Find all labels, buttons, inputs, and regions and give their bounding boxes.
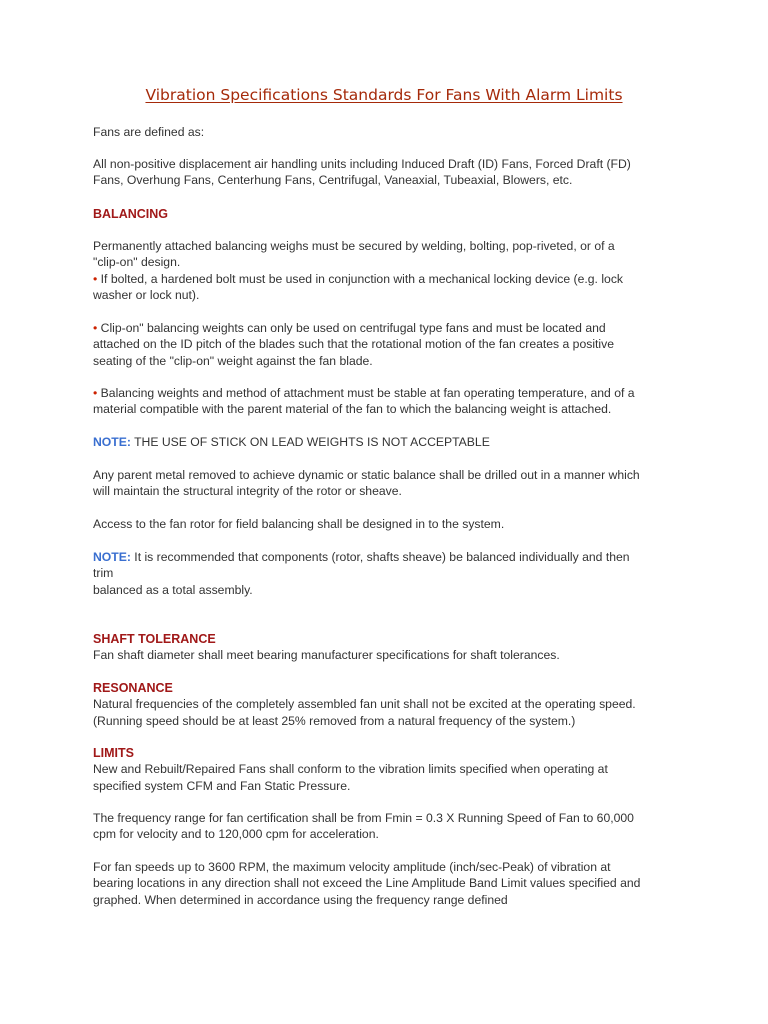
balancing-paragraph-1	[93, 238, 683, 303]
note-text: THE USE OF STICK ON LEAD WEIGHTS IS NOT ACCEPTABLE	[130, 435, 490, 449]
balancing-paragraph-2	[93, 320, 683, 369]
page-title: Vibration Specifications Standards For Fans With Alarm Limits	[145, 86, 623, 104]
balancing-p4-line-2: will maintain the structural integrity of the rotor or sheave.	[93, 484, 402, 499]
note-label: NOTE:	[93, 435, 131, 449]
limits-p2-line-2: cpm for velocity and to 120,000 cpm for acceleration.	[93, 827, 379, 842]
limits-p1-line-2: specified system CFM and Fan Static Pressure.	[93, 778, 351, 793]
limits-paragraph-3	[93, 859, 683, 908]
limits-p3-line-2: bearing locations in any direction shall not exceed the Line Amplitude Band Limit values specified and	[93, 876, 641, 891]
note-lead-weights	[93, 434, 683, 450]
note-line-2: trim	[93, 566, 114, 581]
balancing-p1-line-2: "clip-on" design.	[93, 255, 181, 270]
bullet-marker: •	[93, 271, 98, 286]
limits-paragraph-2	[93, 810, 683, 843]
bullet-marker: •	[93, 386, 98, 400]
balancing-p2-line-1: Clip-on" balancing weights can only be used on centrifugal type fans and must be located and	[97, 321, 606, 335]
balancing-p3-line-2: material compatible with the parent material of the fan to which the balancing weight is attached.	[93, 402, 612, 417]
note-line-1: It is recommended that components (rotor, shafts sheave) be balanced individually and then	[130, 550, 630, 564]
balancing-heading: BALANCING	[93, 207, 168, 221]
intro-defined-as: Fans are defined as:	[93, 125, 205, 139]
limits-p3-line-3: graphed. When determined in accordance using the frequency range defined	[93, 892, 508, 907]
intro-paragraph	[93, 156, 683, 189]
resonance-line-2: (Running speed should be at least 25% removed from a natural frequency of the system.)	[93, 713, 576, 728]
bullet-marker: •	[93, 321, 98, 335]
limits-p3-line-1: For fan speeds up to 3600 RPM, the maximum velocity amplitude (inch/sec-Peak) of vibration at	[93, 860, 611, 874]
balancing-bullet-line-1: If bolted, a hardened bolt must be used in conjunction with a mechanical locking device (e.g. lock	[97, 271, 624, 286]
limits-heading: LIMITS	[93, 746, 134, 760]
balancing-p4-line-1: Any parent metal removed to achieve dynamic or static balance shall be drilled out in a manner which	[93, 468, 640, 482]
balancing-bullet-line-2: washer or lock nut).	[93, 287, 200, 302]
note-components	[93, 549, 683, 598]
balancing-p2-line-2: attached on the ID pitch of the blades such that the rotational motion of the fan creates a positive	[93, 337, 615, 352]
balancing-paragraph-5: Access to the fan rotor for field balancing shall be designed in to the system.	[93, 517, 505, 531]
note-label: NOTE:	[93, 550, 131, 564]
shaft-tolerance-section	[93, 631, 683, 664]
resonance-section	[93, 680, 683, 729]
shaft-tolerance-heading: SHAFT TOLERANCE	[93, 632, 216, 646]
limits-section	[93, 745, 683, 794]
limits-p1-line-1: New and Rebuilt/Repaired Fans shall conform to the vibration limits specified when operating at	[93, 762, 608, 777]
shaft-tolerance-line-1: Fan shaft diameter shall meet bearing manufacturer specifications for shaft tolerances.	[93, 648, 560, 663]
balancing-p3-line-1: Balancing weights and method of attachment must be stable at fan operating temperature, and of a	[97, 386, 635, 400]
intro-line-2: Fans, Overhung Fans, Centerhung Fans, Centrifugal, Vaneaxial, Tubeaxial, Blowers, etc.	[93, 173, 573, 188]
balancing-p1-line-1: Permanently attached balancing weighs must be secured by welding, bolting, pop-riveted, or of a	[93, 239, 615, 253]
balancing-paragraph-3	[93, 385, 683, 418]
limits-p2-line-1: The frequency range for fan certification shall be from Fmin = 0.3 X Running Speed of Fan to 60,000	[93, 811, 634, 825]
intro-line-1: All non-positive displacement air handling units including Induced Draft (ID) Fans, Forced Draft (FD)	[93, 157, 631, 171]
note-line-3: balanced as a total assembly.	[93, 582, 253, 597]
balancing-p2-line-3: seating of the "clip-on" weight against the fan blade.	[93, 353, 373, 368]
balancing-paragraph-4	[93, 467, 683, 500]
resonance-line-1: Natural frequencies of the completely assembled fan unit shall not be excited at the operating speed.	[93, 697, 636, 712]
resonance-heading: RESONANCE	[93, 681, 173, 695]
